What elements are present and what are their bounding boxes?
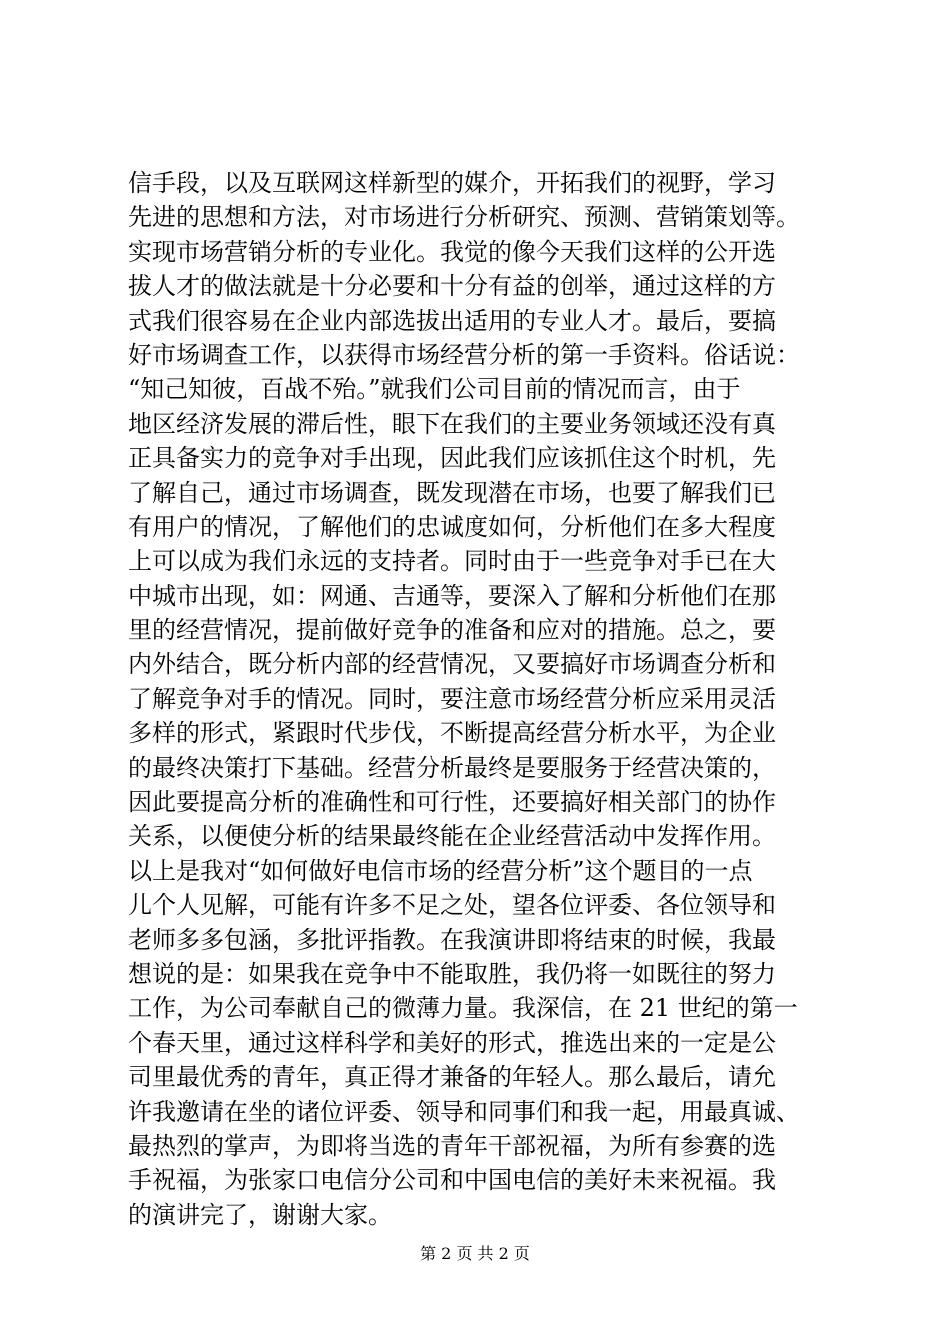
- body-line: 手祝福，为张家口电信分公司和中国电信的美好未来祝福。我: [128, 1166, 776, 1195]
- body-line: 实现市场营销分析的专业化。我觉的像今天我们这样的公开选: [128, 237, 776, 266]
- body-line: 里的经营情况，提前做好竞争的准备和应对的措施。总之，要: [128, 616, 776, 645]
- body-line: 工作，为公司奉献自己的微薄力量。我深信，在 21 世纪的第一: [128, 994, 798, 1023]
- body-line: 的演讲完了，谢谢大家。: [128, 1200, 392, 1229]
- body-line: 内外结合，既分析内部的经营情况，又要搞好市场调查分析和: [128, 650, 776, 679]
- body-line: 许我邀请在坐的诸位评委、领导和同事们和我一起，用最真诚、: [128, 1097, 800, 1126]
- body-line: 了解自己，通过市场调查，既发现潜在市场，也要了解我们已: [128, 478, 776, 507]
- body-line: 有用户的情况，了解他们的忠诚度如何，分析他们在多大程度: [128, 512, 776, 541]
- body-line: 个春天里，通过这样科学和美好的形式，推选出来的一定是公: [128, 1028, 776, 1057]
- body-line: 司里最优秀的青年，真正得才兼备的年轻人。那么最后，请允: [128, 1063, 776, 1092]
- body-line: 好市场调查工作，以获得市场经营分析的第一手资料。俗话说：: [128, 340, 800, 369]
- body-line: 先进的思想和方法，对市场进行分析研究、预测、营销策划等。: [128, 203, 800, 232]
- page-number-footer: 第 2 页 共 2 页: [420, 1244, 530, 1263]
- body-line: 地区经济发展的滞后性，眼下在我们的主要业务领域还没有真: [128, 409, 776, 438]
- body-line: 多样的形式，紧跟时代步伐，不断提高经营分析水平，为企业: [128, 719, 776, 748]
- body-line: 老师多多包涵，多批评指教。在我演讲即将结束的时候，我最: [128, 925, 776, 954]
- body-line: 因此要提高分析的准确性和可行性，还要搞好相关部门的协作: [128, 788, 776, 817]
- body-line: 最热烈的掌声，为即将当选的青年干部祝福，为所有参赛的选: [128, 1131, 776, 1160]
- body-line: 信手段，以及互联网这样新型的媒介，开拓我们的视野，学习: [128, 169, 776, 197]
- document-body: [128, 166, 828, 1232]
- body-line: 儿个人见解，可能有许多不足之处，望各位评委、各位领导和: [128, 891, 776, 920]
- body-line: 关系，以便使分析的结果最终能在企业经营活动中发挥作用。: [128, 822, 776, 851]
- body-line: 中城市出现，如：网通、吉通等，要深入了解和分析他们在那: [128, 581, 776, 610]
- body-line: 以上是我对“如何做好电信市场的经营分析”这个题目的一点: [128, 856, 753, 885]
- body-line: “知己知彼，百战不殆。”就我们公司目前的情况而言，由于: [128, 375, 741, 404]
- body-line: 拔人才的做法就是十分必要和十分有益的创举，通过这样的方: [128, 272, 776, 301]
- body-line: 式我们很容易在企业内部选拔出适用的专业人才。最后，要搞: [128, 306, 776, 335]
- body-line: 的最终决策打下基础。经营分析最终是要服务于经营决策的，: [128, 753, 776, 782]
- body-line: 上可以成为我们永远的支持者。同时由于一些竞争对手已在大: [128, 547, 776, 576]
- body-line: 想说的是：如果我在竞争中不能取胜，我仍将一如既往的努力: [128, 959, 776, 988]
- body-line: 正具备实力的竞争对手出现，因此我们应该抓住这个时机，先: [128, 444, 776, 473]
- body-line: 了解竞争对手的情况。同时，要注意市场经营分析应采用灵活: [128, 684, 776, 713]
